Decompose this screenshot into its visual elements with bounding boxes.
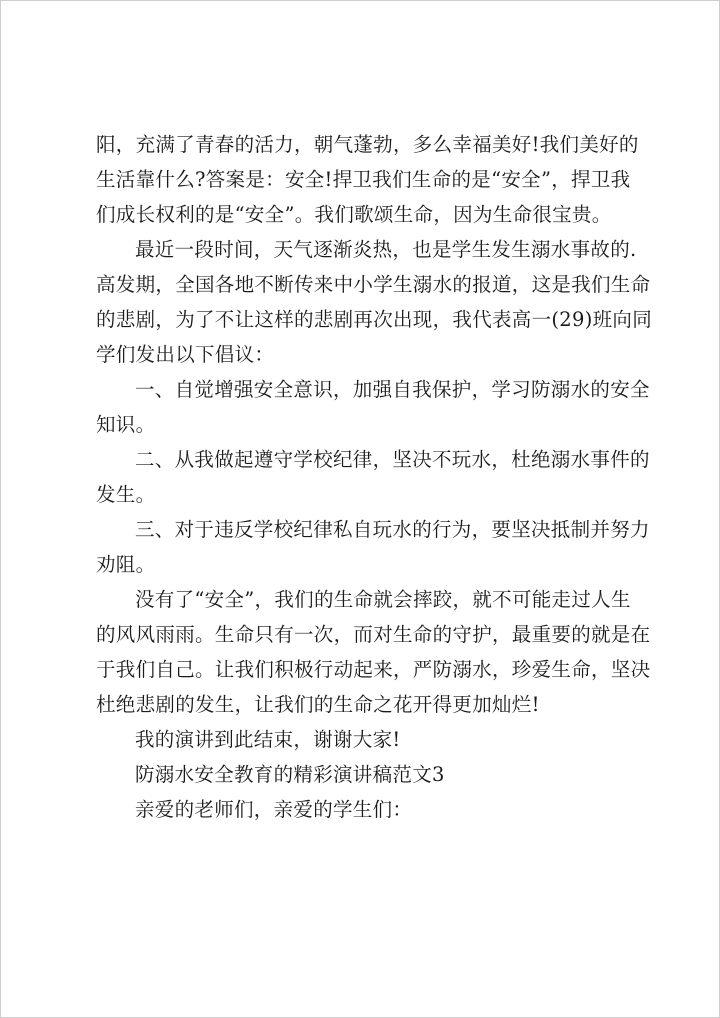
text-line-4: 最近一段时间，天气逐渐炎热，也是学生发生溺水事故的. bbox=[135, 238, 637, 261]
salutation-line: 亲爱的老师们，亲爱的学生们： bbox=[135, 798, 413, 821]
text-line-16: 于我们自己。让我们积极行动起来，严防溺水，珍爱生命，坚决 bbox=[96, 658, 651, 681]
text-line-1: 阳，充满了青春的活力，朝气蓬勃，多么幸福美好!我们美好的 bbox=[96, 133, 639, 156]
text-line-12: 三、对于违反学校纪律私自玩水的行为，要坚决抵制并努力 bbox=[135, 518, 650, 541]
section-heading: 防溺水安全教育的精彩演讲稿范文3 bbox=[135, 763, 445, 786]
text-line-11: 发生。 bbox=[96, 483, 156, 506]
text-line-13: 劝阻。 bbox=[96, 553, 156, 576]
text-line-10: 二、从我做起遵守学校纪律，坚决不玩水，杜绝溺水事件的 bbox=[135, 448, 650, 471]
text-line-2: 生活靠什么?答案是：安全!捍卫我们生命的是“安全”，捍卫我 bbox=[96, 168, 631, 191]
text-line-6: 的悲剧，为了不让这样的悲剧再次出现，我代表高一(29)班向同 bbox=[96, 308, 653, 331]
text-line-9: 知识。 bbox=[96, 413, 156, 436]
text-line-14: 没有了“安全”，我们的生命就会摔跤，就不可能走过人生 bbox=[135, 588, 631, 611]
text-line-15: 的风风雨雨。生命只有一次，而对生命的守护，最重要的就是在 bbox=[96, 623, 651, 646]
text-line-17: 杜绝悲剧的发生，让我们的生命之花开得更加灿烂! bbox=[96, 693, 540, 716]
text-line-8: 一、自觉增强安全意识，加强自我保护，学习防溺水的安全 bbox=[135, 378, 650, 401]
text-line-3: 们成长权利的是“安全”。我们歌颂生命，因为生命很宝贵。 bbox=[96, 203, 612, 226]
text-line-7: 学们发出以下倡议： bbox=[96, 343, 275, 366]
text-line-5: 高发期，全国各地不断传来中小学生溺水的报道，这是我们生命 bbox=[96, 273, 651, 296]
document-body bbox=[96, 127, 653, 827]
text-line-18: 我的演讲到此结束，谢谢大家! bbox=[135, 728, 401, 751]
